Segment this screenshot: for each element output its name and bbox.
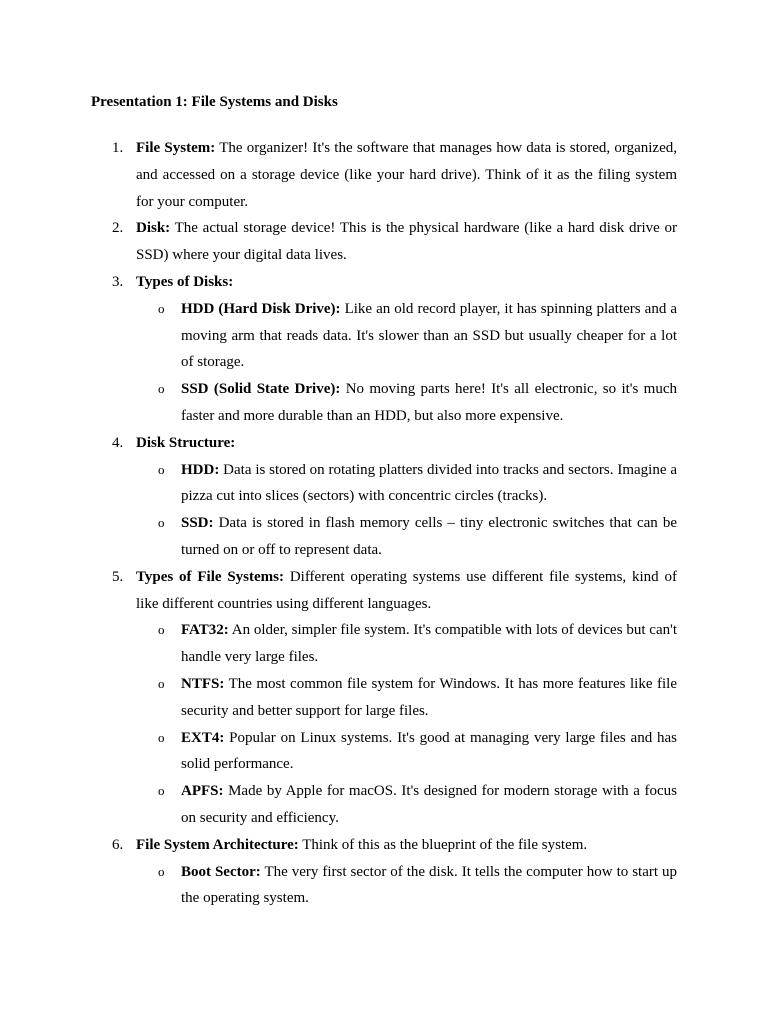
- list-item-term: Disk Structure:: [136, 434, 236, 451]
- list-item: [112, 430, 677, 564]
- list-item-text: Different operating systems use different file systems, kind of like different countries using different languages.: [136, 568, 677, 612]
- list-item-number: 6.: [112, 836, 124, 853]
- sub-item-term: EXT4:: [181, 729, 225, 746]
- bullet-icon: o: [158, 381, 165, 397]
- sub-item-term: HDD:: [181, 461, 220, 478]
- list-item-term: File System:: [136, 140, 216, 156]
- list-item-text: Think of this as the blueprint of the file system.: [298, 836, 588, 853]
- sub-list-item: [158, 617, 677, 671]
- sub-item-term: APFS:: [181, 783, 224, 800]
- list-item-term: Types of Disks:: [136, 273, 234, 290]
- sub-list-item: [158, 510, 677, 564]
- sub-item-term: FAT32:: [181, 622, 229, 639]
- bullet-icon: o: [158, 622, 165, 638]
- bullet-icon: o: [158, 675, 165, 691]
- list-item-term: Types of File Systems:: [136, 568, 284, 585]
- list-item: [112, 564, 677, 832]
- sub-item-term: HDD (Hard Disk Drive):: [181, 300, 341, 317]
- sub-list-item: [158, 376, 678, 430]
- list-item-text: The actual storage device! This is the physical hardware (like a hard disk drive or SSD) where your digital data lives.: [136, 220, 677, 264]
- sub-item-text: Like an old record player, it has spinning platters and a moving arm that reads data. It's slower than an SSD but usually cheaper for a lot of storage.: [181, 300, 677, 371]
- list-item-term: File System Architecture:: [136, 836, 299, 853]
- document-title: Presentation 1: File Systems and Disks: [91, 94, 338, 110]
- sub-item-term: SSD (Solid State Drive):: [181, 381, 341, 398]
- list-item: [112, 135, 677, 215]
- sub-item-term: Boot Sector:: [181, 863, 261, 880]
- list-item-number: 4.: [112, 434, 124, 451]
- bullet-icon: o: [158, 515, 165, 531]
- sub-item-text: Data is stored on rotating platters divided into tracks and sectors. Imagine a pizza cut into slices (sectors) with concentric circles (tracks).: [181, 461, 677, 505]
- bullet-icon: o: [158, 783, 165, 799]
- sub-list: [136, 457, 677, 564]
- sub-list-item: [158, 457, 677, 511]
- sub-list-item: [158, 725, 677, 779]
- sub-item-term: NTFS:: [181, 675, 225, 692]
- list-item: [112, 832, 677, 912]
- sub-list-item: [158, 859, 677, 913]
- list-item-number: 2.: [112, 220, 124, 237]
- sub-item-text: An older, simpler file system. It's compatible with lots of devices but can't handle very large files.: [181, 622, 677, 666]
- sub-item-term: SSD:: [181, 515, 214, 532]
- sub-item-text: No moving parts here! It's all electronic, so it's much faster and more durable than an HDD, but also more expensive.: [181, 381, 678, 424]
- list-item-number: 5.: [112, 568, 124, 585]
- sub-list: [136, 617, 677, 831]
- sub-list-item: [158, 296, 677, 376]
- list-item: [112, 215, 677, 269]
- sub-item-text: The very first sector of the disk. It tells the computer how to start up the operating system.: [181, 863, 677, 907]
- bullet-icon: o: [158, 461, 165, 477]
- bullet-icon: o: [158, 729, 165, 745]
- sub-item-text: Made by Apple for macOS. It's designed for modern storage with a focus on security and efficiency.: [181, 783, 677, 826]
- bullet-icon: o: [158, 863, 165, 879]
- sub-list: [136, 859, 677, 913]
- list-item-term: Disk:: [136, 220, 171, 237]
- list-item-text: The organizer! It's the software that manages how data is stored, organized, and accessed on a storage device (like your hard drive). Think of it as the filing system for your computer.: [136, 140, 677, 210]
- list-item: [112, 269, 678, 430]
- numbered-list: [112, 135, 678, 912]
- bullet-icon: o: [158, 300, 165, 316]
- list-item-number: 1.: [112, 140, 124, 156]
- sub-item-text: Popular on Linux systems. It's good at managing very large files and has solid performance.: [181, 729, 677, 773]
- sub-item-text: The most common file system for Windows. It has more features like file security and better support for large files.: [181, 675, 677, 719]
- sub-item-text: Data is stored in flash memory cells – tiny electronic switches that can be turned on or off to represent data.: [181, 515, 677, 558]
- sub-list: [136, 296, 677, 430]
- list-item-number: 3.: [112, 273, 124, 290]
- sub-list-item: [158, 671, 677, 725]
- sub-list-item: [158, 778, 677, 832]
